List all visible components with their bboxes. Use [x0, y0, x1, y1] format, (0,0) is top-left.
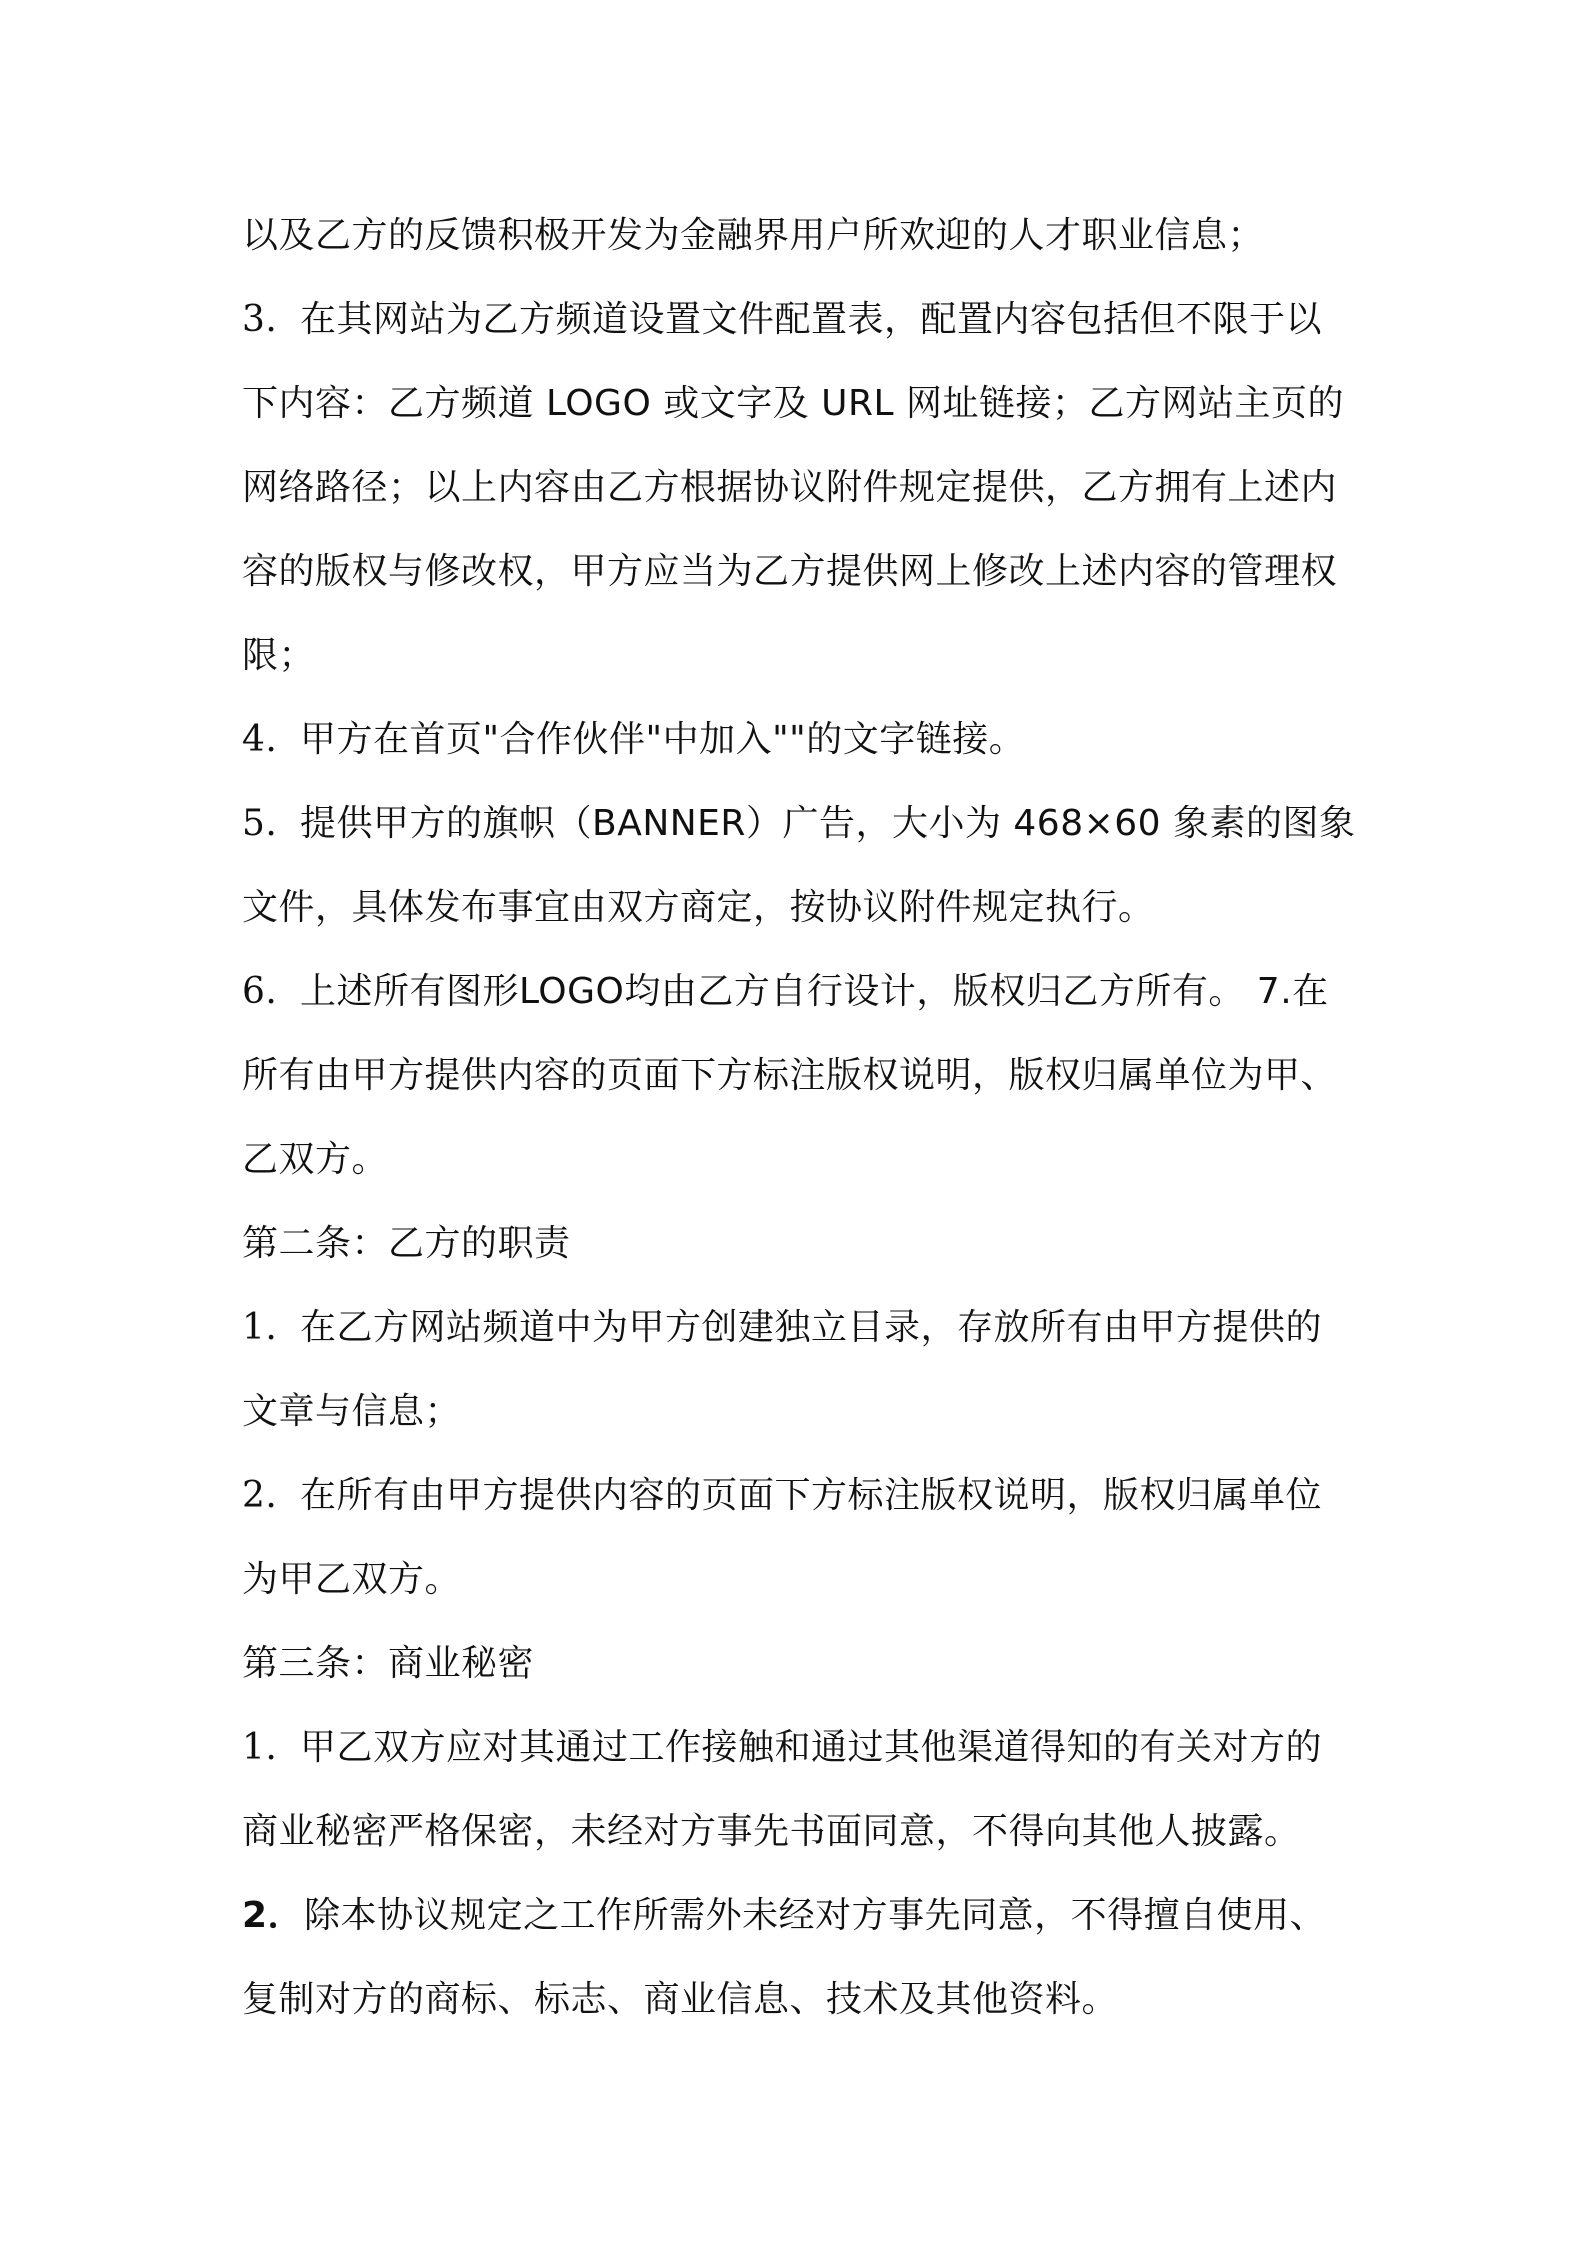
line-text: 在乙方网站频道中为甲方创建独立目录，存放所有由甲方提供的 [300, 1307, 1323, 1348]
text-line [242, 1370, 1362, 1454]
text-line [242, 1958, 1362, 2042]
line-text: 下内容：乙方频道 LOGO 或文字及 URL 网址链接；乙方网站主页的 [242, 383, 1345, 424]
text-line [242, 194, 1362, 278]
text-line [242, 362, 1362, 446]
list-item-6 [242, 950, 1362, 1034]
list-item-1 [242, 1706, 1362, 1790]
line-text: 上述所有图形LOGO均由乙方自行设计，版权归乙方所有。 7.在 [300, 971, 1329, 1012]
line-text: 提供甲方的旗帜（BANNER）广告，大小为 468×60 象素的图象 [300, 803, 1356, 844]
section-heading-article-3 [242, 1622, 1362, 1706]
item-number: 3. [242, 299, 278, 340]
item-number: 6. [242, 971, 278, 1012]
line-text: 在其网站为乙方频道设置文件配置表，配置内容包括但不限于以 [300, 299, 1323, 340]
item-number: 2. [242, 1475, 278, 1516]
item-number: 2． [242, 1895, 305, 1936]
line-text: 除本协议规定之工作所需外未经对方事先同意，不得擅自使用、 [304, 1895, 1327, 1936]
line-text: 所有由甲方提供内容的页面下方标注版权说明，版权归属单位为甲、 [242, 1055, 1338, 1096]
text-line [242, 1790, 1362, 1874]
line-text: 以及乙方的反馈积极开发为金融界用户所欢迎的人才职业信息； [242, 215, 1265, 256]
list-item-2 [242, 1454, 1362, 1538]
heading-text: 第三条：商业秘密 [242, 1643, 535, 1684]
item-number: 5. [242, 803, 278, 844]
text-line [242, 614, 1362, 698]
text-line [242, 530, 1362, 614]
line-text: 复制对方的商标、标志、商业信息、技术及其他资料。 [242, 1979, 1119, 2020]
line-text: 容的版权与修改权，甲方应当为乙方提供网上修改上述内容的管理权 [242, 551, 1338, 592]
text-line [242, 446, 1362, 530]
line-text: 甲方在首页"合作伙伴"中加入""的文字链接。 [300, 719, 1026, 760]
line-text: 甲乙双方应对其通过工作接触和通过其他渠道得知的有关对方的 [300, 1727, 1323, 1768]
line-text: 为甲乙双方。 [242, 1559, 462, 1600]
text-line [242, 1538, 1362, 1622]
line-text: 限； [242, 635, 316, 676]
list-item-5 [242, 782, 1362, 866]
list-item-3 [242, 278, 1362, 362]
line-text: 在所有由甲方提供内容的页面下方标注版权说明，版权归属单位 [300, 1475, 1323, 1516]
item-number: 1. [242, 1727, 278, 1768]
line-text: 乙双方。 [242, 1139, 389, 1180]
item-number: 4. [242, 719, 278, 760]
line-text: 商业秘密严格保密，未经对方事先书面同意，不得向其他人披露。 [242, 1811, 1301, 1852]
item-number: 1. [242, 1307, 278, 1348]
list-item-1 [242, 1286, 1362, 1370]
text-line [242, 1118, 1362, 1202]
heading-text: 第二条：乙方的职责 [242, 1223, 571, 1264]
list-item-2 [242, 1874, 1362, 1958]
line-text: 文章与信息； [242, 1391, 462, 1432]
document-body [242, 194, 1362, 2042]
text-line [242, 866, 1362, 950]
text-line [242, 1034, 1362, 1118]
list-item-4 [242, 698, 1362, 782]
line-text: 文件，具体发布事宜由双方商定，按协议附件规定执行。 [242, 887, 1155, 928]
line-text: 网络路径；以上内容由乙方根据协议附件规定提供，乙方拥有上述内 [242, 467, 1338, 508]
section-heading-article-2 [242, 1202, 1362, 1286]
